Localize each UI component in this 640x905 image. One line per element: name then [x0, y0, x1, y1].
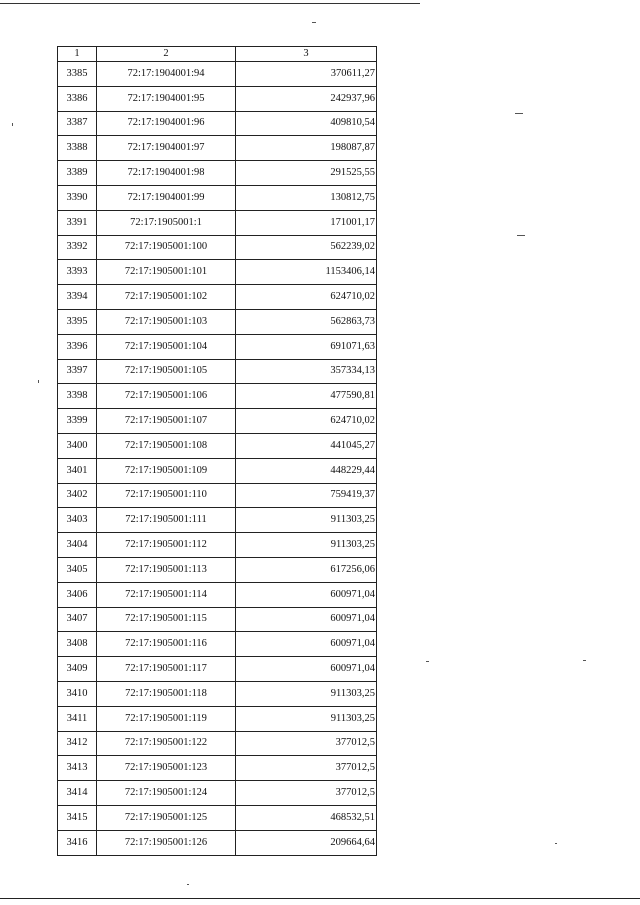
cadastral-value: 1153406,14	[236, 260, 377, 285]
cadastral-value: 562239,02	[236, 235, 377, 260]
cadastral-number: 72:17:1905001:117	[97, 657, 236, 682]
cadastral-value: 377012,5	[236, 756, 377, 781]
row-number: 3412	[58, 731, 97, 756]
cadastral-number: 72:17:1905001:124	[97, 781, 236, 806]
cadastral-number: 72:17:1905001:104	[97, 334, 236, 359]
cadastral-number: 72:17:1905001:116	[97, 632, 236, 657]
row-number: 3387	[58, 111, 97, 136]
row-number: 3415	[58, 805, 97, 830]
table-row	[58, 731, 377, 756]
table-row	[58, 235, 377, 260]
cadastral-value: 911303,25	[236, 681, 377, 706]
row-number: 3390	[58, 185, 97, 210]
cadastral-number: 72:17:1905001:123	[97, 756, 236, 781]
scan-speck	[515, 113, 523, 114]
row-number: 3407	[58, 607, 97, 632]
row-number: 3405	[58, 557, 97, 582]
cadastral-value: 759419,37	[236, 483, 377, 508]
cadastral-value: 624710,02	[236, 285, 377, 310]
cadastral-value: 291525,55	[236, 161, 377, 186]
row-number: 3399	[58, 409, 97, 434]
column-header-2: 2	[97, 47, 236, 62]
table-row	[58, 409, 377, 434]
cadastral-number: 72:17:1905001:108	[97, 433, 236, 458]
table-header-row	[58, 47, 377, 62]
scan-speck	[517, 235, 525, 236]
cadastral-number: 72:17:1905001:111	[97, 508, 236, 533]
scan-speck	[426, 661, 429, 662]
row-number: 3409	[58, 657, 97, 682]
scan-speck	[312, 22, 316, 23]
cadastral-value: 600971,04	[236, 632, 377, 657]
table-row	[58, 582, 377, 607]
row-number: 3389	[58, 161, 97, 186]
row-number: 3396	[58, 334, 97, 359]
row-number: 3391	[58, 210, 97, 235]
table-row	[58, 458, 377, 483]
table-row	[58, 309, 377, 334]
table-row	[58, 681, 377, 706]
row-number: 3400	[58, 433, 97, 458]
cadastral-value: 691071,63	[236, 334, 377, 359]
cadastral-value: 242937,96	[236, 86, 377, 111]
cadastral-number: 72:17:1905001:114	[97, 582, 236, 607]
table-row	[58, 781, 377, 806]
row-number: 3414	[58, 781, 97, 806]
cadastral-value: 911303,25	[236, 706, 377, 731]
row-number: 3392	[58, 235, 97, 260]
scan-speck	[12, 123, 13, 126]
scan-speck	[187, 884, 189, 885]
row-number: 3395	[58, 309, 97, 334]
cadastral-number: 72:17:1905001:1	[97, 210, 236, 235]
cadastral-value: 209664,64	[236, 830, 377, 855]
cadastral-number: 72:17:1904001:94	[97, 62, 236, 87]
row-number: 3404	[58, 533, 97, 558]
table-row	[58, 384, 377, 409]
cadastral-value: 171001,17	[236, 210, 377, 235]
cadastral-number: 72:17:1905001:115	[97, 607, 236, 632]
table-row	[58, 805, 377, 830]
cadastral-number: 72:17:1905001:105	[97, 359, 236, 384]
cadastral-number: 72:17:1904001:97	[97, 136, 236, 161]
table-row	[58, 657, 377, 682]
cadastral-value: 624710,02	[236, 409, 377, 434]
cadastral-value: 377012,5	[236, 731, 377, 756]
cadastral-value: 448229,44	[236, 458, 377, 483]
cadastral-value: 600971,04	[236, 607, 377, 632]
table-row	[58, 285, 377, 310]
cadastral-number: 72:17:1905001:106	[97, 384, 236, 409]
cadastral-value: 370611,27	[236, 62, 377, 87]
table-row	[58, 533, 377, 558]
row-number: 3388	[58, 136, 97, 161]
cadastral-value: 357334,13	[236, 359, 377, 384]
scan-speck	[38, 380, 39, 383]
table-row	[58, 508, 377, 533]
cadastral-value: 409810,54	[236, 111, 377, 136]
cadastral-value: 130812,75	[236, 185, 377, 210]
table-row	[58, 607, 377, 632]
table-row	[58, 111, 377, 136]
cadastral-value: 562863,73	[236, 309, 377, 334]
column-header-1: 1	[58, 47, 97, 62]
table-row	[58, 557, 377, 582]
row-number: 3416	[58, 830, 97, 855]
cadastral-number: 72:17:1905001:110	[97, 483, 236, 508]
table-row	[58, 706, 377, 731]
cadastral-number: 72:17:1905001:113	[97, 557, 236, 582]
cadastral-value: 377012,5	[236, 781, 377, 806]
table-row	[58, 136, 377, 161]
table-row	[58, 86, 377, 111]
cadastral-number: 72:17:1905001:119	[97, 706, 236, 731]
row-number: 3397	[58, 359, 97, 384]
table-row	[58, 62, 377, 87]
table-row	[58, 433, 377, 458]
cadastral-number: 72:17:1905001:103	[97, 309, 236, 334]
scan-speck	[555, 843, 557, 844]
table-row	[58, 756, 377, 781]
row-number: 3408	[58, 632, 97, 657]
cadastral-value: 477590,81	[236, 384, 377, 409]
cadastral-number: 72:17:1904001:95	[97, 86, 236, 111]
cadastral-number: 72:17:1905001:126	[97, 830, 236, 855]
table-row	[58, 483, 377, 508]
cadastral-value: 617256,06	[236, 557, 377, 582]
row-number: 3393	[58, 260, 97, 285]
cadastral-number: 72:17:1905001:101	[97, 260, 236, 285]
cadastral-number: 72:17:1905001:109	[97, 458, 236, 483]
cadastral-number: 72:17:1905001:122	[97, 731, 236, 756]
cadastral-value: 600971,04	[236, 582, 377, 607]
scan-speck	[583, 660, 586, 661]
row-number: 3413	[58, 756, 97, 781]
table-row	[58, 185, 377, 210]
table-row	[58, 334, 377, 359]
cadastral-number: 72:17:1905001:118	[97, 681, 236, 706]
scan-edge-top	[0, 3, 420, 4]
table-row	[58, 210, 377, 235]
cadastral-number: 72:17:1905001:102	[97, 285, 236, 310]
cadastral-value: 198087,87	[236, 136, 377, 161]
cadastral-number: 72:17:1904001:96	[97, 111, 236, 136]
row-number: 3411	[58, 706, 97, 731]
cadastral-number: 72:17:1905001:100	[97, 235, 236, 260]
cadastral-number: 72:17:1905001:107	[97, 409, 236, 434]
row-number: 3401	[58, 458, 97, 483]
cadastral-number: 72:17:1905001:112	[97, 533, 236, 558]
cadastral-value: 468532,51	[236, 805, 377, 830]
cadastral-value: 441045,27	[236, 433, 377, 458]
row-number: 3386	[58, 86, 97, 111]
cadastral-number: 72:17:1905001:125	[97, 805, 236, 830]
row-number: 3403	[58, 508, 97, 533]
row-number: 3406	[58, 582, 97, 607]
scan-edge-bottom	[0, 898, 640, 899]
cadastral-value: 600971,04	[236, 657, 377, 682]
table-row	[58, 632, 377, 657]
row-number: 3410	[58, 681, 97, 706]
row-number: 3385	[58, 62, 97, 87]
cadastral-value: 911303,25	[236, 508, 377, 533]
table-row	[58, 260, 377, 285]
cadastral-value: 911303,25	[236, 533, 377, 558]
cadastral-number: 72:17:1904001:98	[97, 161, 236, 186]
table-row	[58, 161, 377, 186]
cadastral-number: 72:17:1904001:99	[97, 185, 236, 210]
row-number: 3402	[58, 483, 97, 508]
cadastral-value-table	[57, 46, 377, 856]
table-row	[58, 359, 377, 384]
table-body	[58, 62, 377, 856]
table-row	[58, 830, 377, 855]
row-number: 3398	[58, 384, 97, 409]
row-number: 3394	[58, 285, 97, 310]
column-header-3: 3	[236, 47, 377, 62]
